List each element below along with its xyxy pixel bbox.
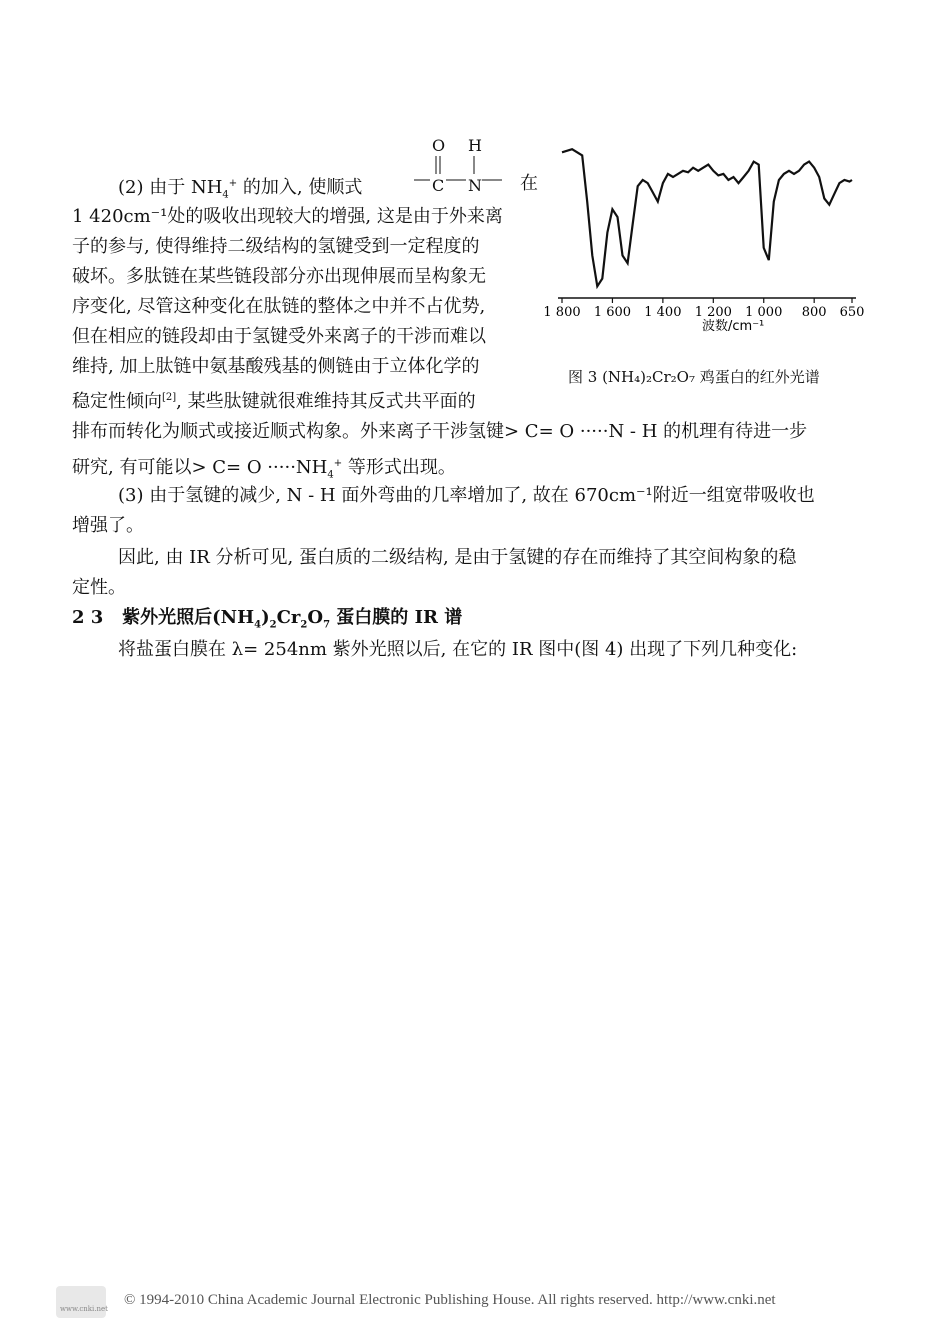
para1-line9: 排布而转化为顺式或接近顺式构象。外来离子干涉氢键> C= O ·····N - H 的机理有待进一步 xyxy=(72,421,808,442)
x-tick-label: 800 xyxy=(801,305,827,320)
para1-line1-end: 在 xyxy=(520,173,538,194)
para2-line1: (3) 由于氢键的减少, N - H 面外弯曲的几率增加了, 故在 670cm⁻¹附近一组宽带吸收也 xyxy=(118,485,815,506)
struct-bonds-icon xyxy=(410,136,520,196)
x-axis-label: 波数/cm⁻¹ xyxy=(702,319,765,334)
para1-line5: 序变化, 尽管这种变化在肽链的整体之中并不占优势, xyxy=(72,296,486,317)
logo-text: www.cnki.net xyxy=(60,1305,108,1313)
para1-line3: 子的参与, 使得维持二级结构的氢键受到一定程度的 xyxy=(72,236,480,257)
para1-line8: 稳定性倾向[2], 某些肽键就很难维持其反式共平面的 xyxy=(72,391,476,412)
footer-copyright: © 1994-2010 China Academic Journal Electronic Publishing House. All rights reserved. http://www.cnki.net xyxy=(124,1292,776,1308)
para1-line4: 破坏。多肽链在某些链段部分亦出现伸展而呈构象无 xyxy=(72,266,486,287)
cnki-logo-icon xyxy=(56,1286,106,1318)
para2-line2: 增强了。 xyxy=(72,515,144,536)
figure-caption: 图 3 (NH₄)₂Cr₂O₇ 鸡蛋白的红外光谱 xyxy=(568,368,820,386)
para3-line1: 因此, 由 IR 分析可见, 蛋白质的二级结构, 是由于氢键的存在而维持了其空间构象的稳 xyxy=(118,547,797,568)
x-tick-label: 1 600 xyxy=(593,305,632,320)
para4-line1: 将盐蛋白膜在 λ= 254nm 紫外光照以后, 在它的 IR 图中(图 4) 出现了下列几种变化: xyxy=(118,639,798,660)
peptide-cis-structure xyxy=(410,136,520,196)
para1-line1: (2) 由于 $NH_4^+$ 的加入, 使顺式 xyxy=(118,177,363,201)
para1-line6: 但在相应的链段却由于氢键受外来离子的干涉而难以 xyxy=(72,326,486,347)
para1-line10: 研究, 有可能以> $C= O \cdot\cdot\cdot\cdot\cdot NH_4^+$ 等形式出现。 xyxy=(72,457,456,481)
ir-spectrum-chart xyxy=(543,132,882,342)
struct-h: H xyxy=(468,136,482,155)
x-tick-label: 1 200 xyxy=(694,305,732,320)
ir-spectrum-line xyxy=(562,149,852,286)
para3-line2: 定性。 xyxy=(72,577,126,598)
x-tick-label: 1 800 xyxy=(543,305,581,320)
struct-c: C xyxy=(432,176,445,195)
struct-n: N xyxy=(468,176,482,195)
section-heading: 2 3 紫外光照后$(NH_4)_2Cr_2O_7$ 蛋白膜的 IR 谱 xyxy=(72,607,463,631)
para1-line7: 维持, 加上肽链中氨基酸残基的侧链由于立体化学的 xyxy=(72,356,480,377)
struct-o: O xyxy=(432,136,446,155)
para1-line2: 1 420cm⁻¹处的吸收出现较大的增强, 这是由于外来离 xyxy=(72,206,503,227)
x-tick-label: 650 xyxy=(839,305,865,320)
x-tick-label: 1 000 xyxy=(745,305,783,320)
x-tick-label: 1 400 xyxy=(644,305,682,320)
